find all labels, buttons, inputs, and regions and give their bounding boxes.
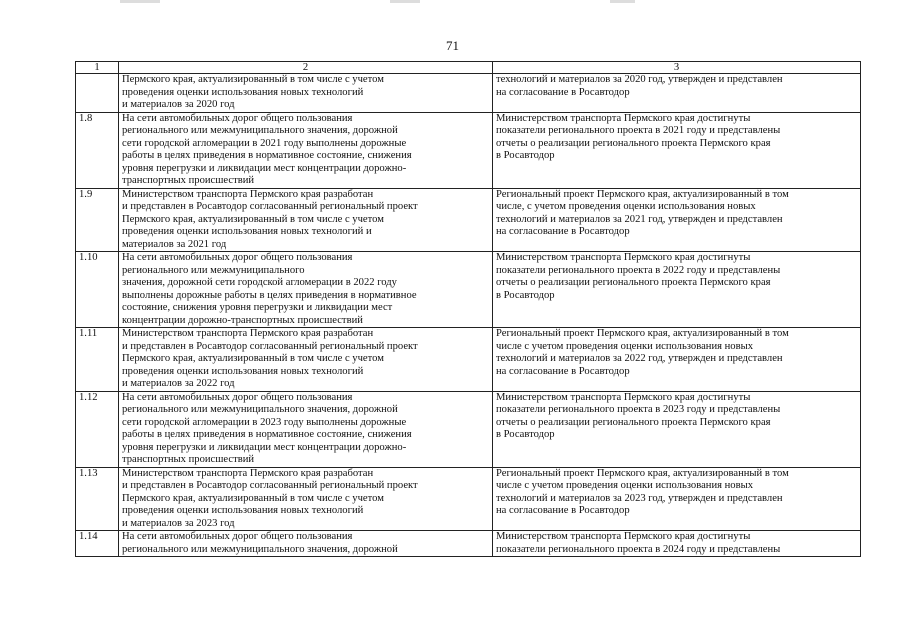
text-line: регионального или межмуниципального значения, дорожной	[122, 404, 398, 415]
result-cell	[493, 531, 861, 557]
document-table	[75, 61, 861, 557]
text-line: числе с учетом проведения оценки использования новых	[496, 480, 754, 491]
result-cell	[493, 74, 861, 113]
result-cell	[493, 467, 861, 531]
row-number-cell: 1.14	[76, 531, 119, 557]
scan-artifact	[120, 0, 160, 3]
text-line: числе, с учетом проведения оценки использования новых	[496, 201, 756, 212]
result-cell	[493, 252, 861, 328]
text-line: регионального или межмуниципального	[122, 264, 305, 276]
scan-artifact	[610, 0, 635, 3]
text-line: Региональный проект Пермского края, актуализированный в том	[496, 328, 789, 339]
text-line: материалов за 2021 год	[122, 238, 227, 250]
text-line: технологий и материалов за 2021 год, утвержден и представлен	[496, 213, 783, 225]
text-line: Региональный проект Пермского края, актуализированный в том	[496, 188, 789, 200]
text-line: уровня перегрузки и ликвидации мест концентрации дорожно-	[122, 162, 407, 174]
text-line: Пермского края, актуализированный в том числе с учетом	[122, 213, 384, 225]
event-description-cell	[119, 467, 493, 531]
text-line: и представлен в Росавтодор согласованный региональный проект	[122, 340, 418, 352]
text-line: транспортных происшествий	[122, 454, 255, 465]
text-line: работы в целях приведения в нормативное состояние, снижения	[122, 429, 412, 440]
text-line: на согласование в Росавтодор	[496, 365, 630, 377]
table-row	[76, 74, 861, 113]
row-number-cell: 1.8	[76, 112, 119, 188]
event-description-cell	[119, 328, 493, 392]
event-description-cell	[119, 74, 493, 113]
row-number-cell: 1.9	[76, 188, 119, 252]
text-line: технологий и материалов за 2020 год, утвержден и представлен	[496, 74, 783, 85]
text-line: состояние, снижения уровня перегрузки и ликвидации мест	[122, 302, 393, 313]
event-description-cell	[119, 112, 493, 188]
table-row	[76, 252, 861, 328]
text-line: значения, дорожной сети городской агломерации в 2022 году	[122, 277, 397, 288]
text-line: На сети автомобильных дорог общего пользования	[122, 391, 353, 403]
text-line: На сети автомобильных дорог общего пользования	[122, 252, 353, 263]
event-description-cell	[119, 391, 493, 467]
text-line: Министерством транспорта Пермского края достигнуты	[496, 391, 751, 403]
text-line: и материалов за 2023 год	[122, 517, 235, 529]
text-line: и материалов за 2020 год	[122, 99, 235, 110]
text-line: На сети автомобильных дорог общего пользования	[122, 531, 353, 542]
text-line: сети городской агломерации в 2023 году выполнены дорожные	[122, 416, 407, 428]
text-line: и представлен в Росавтодор согласованный региональный проект	[122, 201, 418, 212]
text-line: Министерством транспорта Пермского края разработан	[122, 328, 374, 339]
event-description-cell	[119, 531, 493, 557]
text-line: регионального или межмуниципального значения, дорожной	[122, 543, 398, 555]
text-line: транспортных происшествий	[122, 175, 255, 186]
event-description-cell	[119, 252, 493, 328]
text-line: на согласование в Росавтодор	[496, 226, 630, 237]
text-line: Министерством транспорта Пермского края достигнуты	[496, 531, 751, 542]
text-line: Министерством транспорта Пермского края разработан	[122, 467, 374, 479]
text-line: Региональный проект Пермского края, актуализированный в том	[496, 467, 789, 479]
text-line: в Росавтодор	[496, 289, 555, 301]
result-cell	[493, 391, 861, 467]
text-line: выполнены дорожные работы в целях приведения в нормативное	[122, 289, 417, 301]
column-header: 2	[119, 62, 493, 74]
text-line: на согласование в Росавтодор	[496, 505, 630, 516]
result-cell	[493, 112, 861, 188]
text-line: регионального или межмуниципального значения, дорожной	[122, 125, 398, 136]
text-line: показатели регионального проекта в 2023 году и представлены	[496, 404, 781, 415]
result-cell	[493, 188, 861, 252]
text-line: в Росавтодор	[496, 150, 555, 161]
text-line: Пермского края, актуализированный в том числе с учетом	[122, 492, 384, 504]
text-line: в Росавтодор	[496, 429, 555, 440]
row-number-cell: 1.12	[76, 391, 119, 467]
text-line: показатели регионального проекта в 2022 году и представлены	[496, 264, 781, 276]
text-line: проведения оценки использования новых технологий	[122, 86, 364, 98]
row-number-cell	[76, 74, 119, 113]
text-line: уровня перегрузки и ликвидации мест концентрации дорожно-	[122, 441, 407, 453]
text-line: числе с учетом проведения оценки использования новых	[496, 340, 754, 352]
column-header: 3	[493, 62, 861, 74]
column-header: 1	[76, 62, 119, 74]
text-line: работы в целях приведения в нормативное состояние, снижения	[122, 150, 412, 161]
text-line: на согласование в Росавтодор	[496, 86, 630, 98]
table-row	[76, 531, 861, 557]
text-line: отчеты о реализации регионального проекта Пермского края	[496, 416, 771, 428]
row-number-cell: 1.10	[76, 252, 119, 328]
text-line: Министерством транспорта Пермского края достигнуты	[496, 252, 751, 263]
text-line: концентрации дорожно-транспортных происшествий	[122, 314, 363, 326]
page-number: 71	[446, 38, 459, 53]
text-line: Министерством транспорта Пермского края достигнуты	[496, 112, 751, 124]
text-line: Пермского края, актуализированный в том числе с учетом	[122, 74, 384, 85]
text-line: показатели регионального проекта в 2024 году и представлены	[496, 543, 781, 555]
table-row	[76, 391, 861, 467]
text-line: показатели регионального проекта в 2021 году и представлены	[496, 125, 781, 136]
table-header-row	[76, 62, 861, 74]
text-line: технологий и материалов за 2022 год, утвержден и представлен	[496, 353, 783, 364]
table-row	[76, 112, 861, 188]
text-line: проведения оценки использования новых технологий	[122, 505, 364, 516]
text-line: отчеты о реализации регионального проекта Пермского края	[496, 137, 771, 149]
text-line: проведения оценки использования новых технологий и	[122, 226, 372, 237]
text-line: Министерством транспорта Пермского края разработан	[122, 188, 374, 200]
result-cell	[493, 328, 861, 392]
text-line: и представлен в Росавтодор согласованный региональный проект	[122, 480, 418, 491]
row-number-cell: 1.11	[76, 328, 119, 392]
text-line: отчеты о реализации регионального проекта Пермского края	[496, 277, 771, 288]
text-line: сети городской агломерации в 2021 году выполнены дорожные	[122, 137, 407, 149]
text-line: На сети автомобильных дорог общего пользования	[122, 112, 353, 124]
table-row	[76, 467, 861, 531]
table-row	[76, 328, 861, 392]
event-description-cell	[119, 188, 493, 252]
text-line: проведения оценки использования новых технологий	[122, 365, 364, 377]
table-row	[76, 188, 861, 252]
text-line: Пермского края, актуализированный в том числе с учетом	[122, 353, 384, 364]
text-line: и материалов за 2022 год	[122, 378, 235, 389]
text-line: технологий и материалов за 2023 год, утвержден и представлен	[496, 492, 783, 504]
scan-artifact	[390, 0, 420, 3]
row-number-cell: 1.13	[76, 467, 119, 531]
